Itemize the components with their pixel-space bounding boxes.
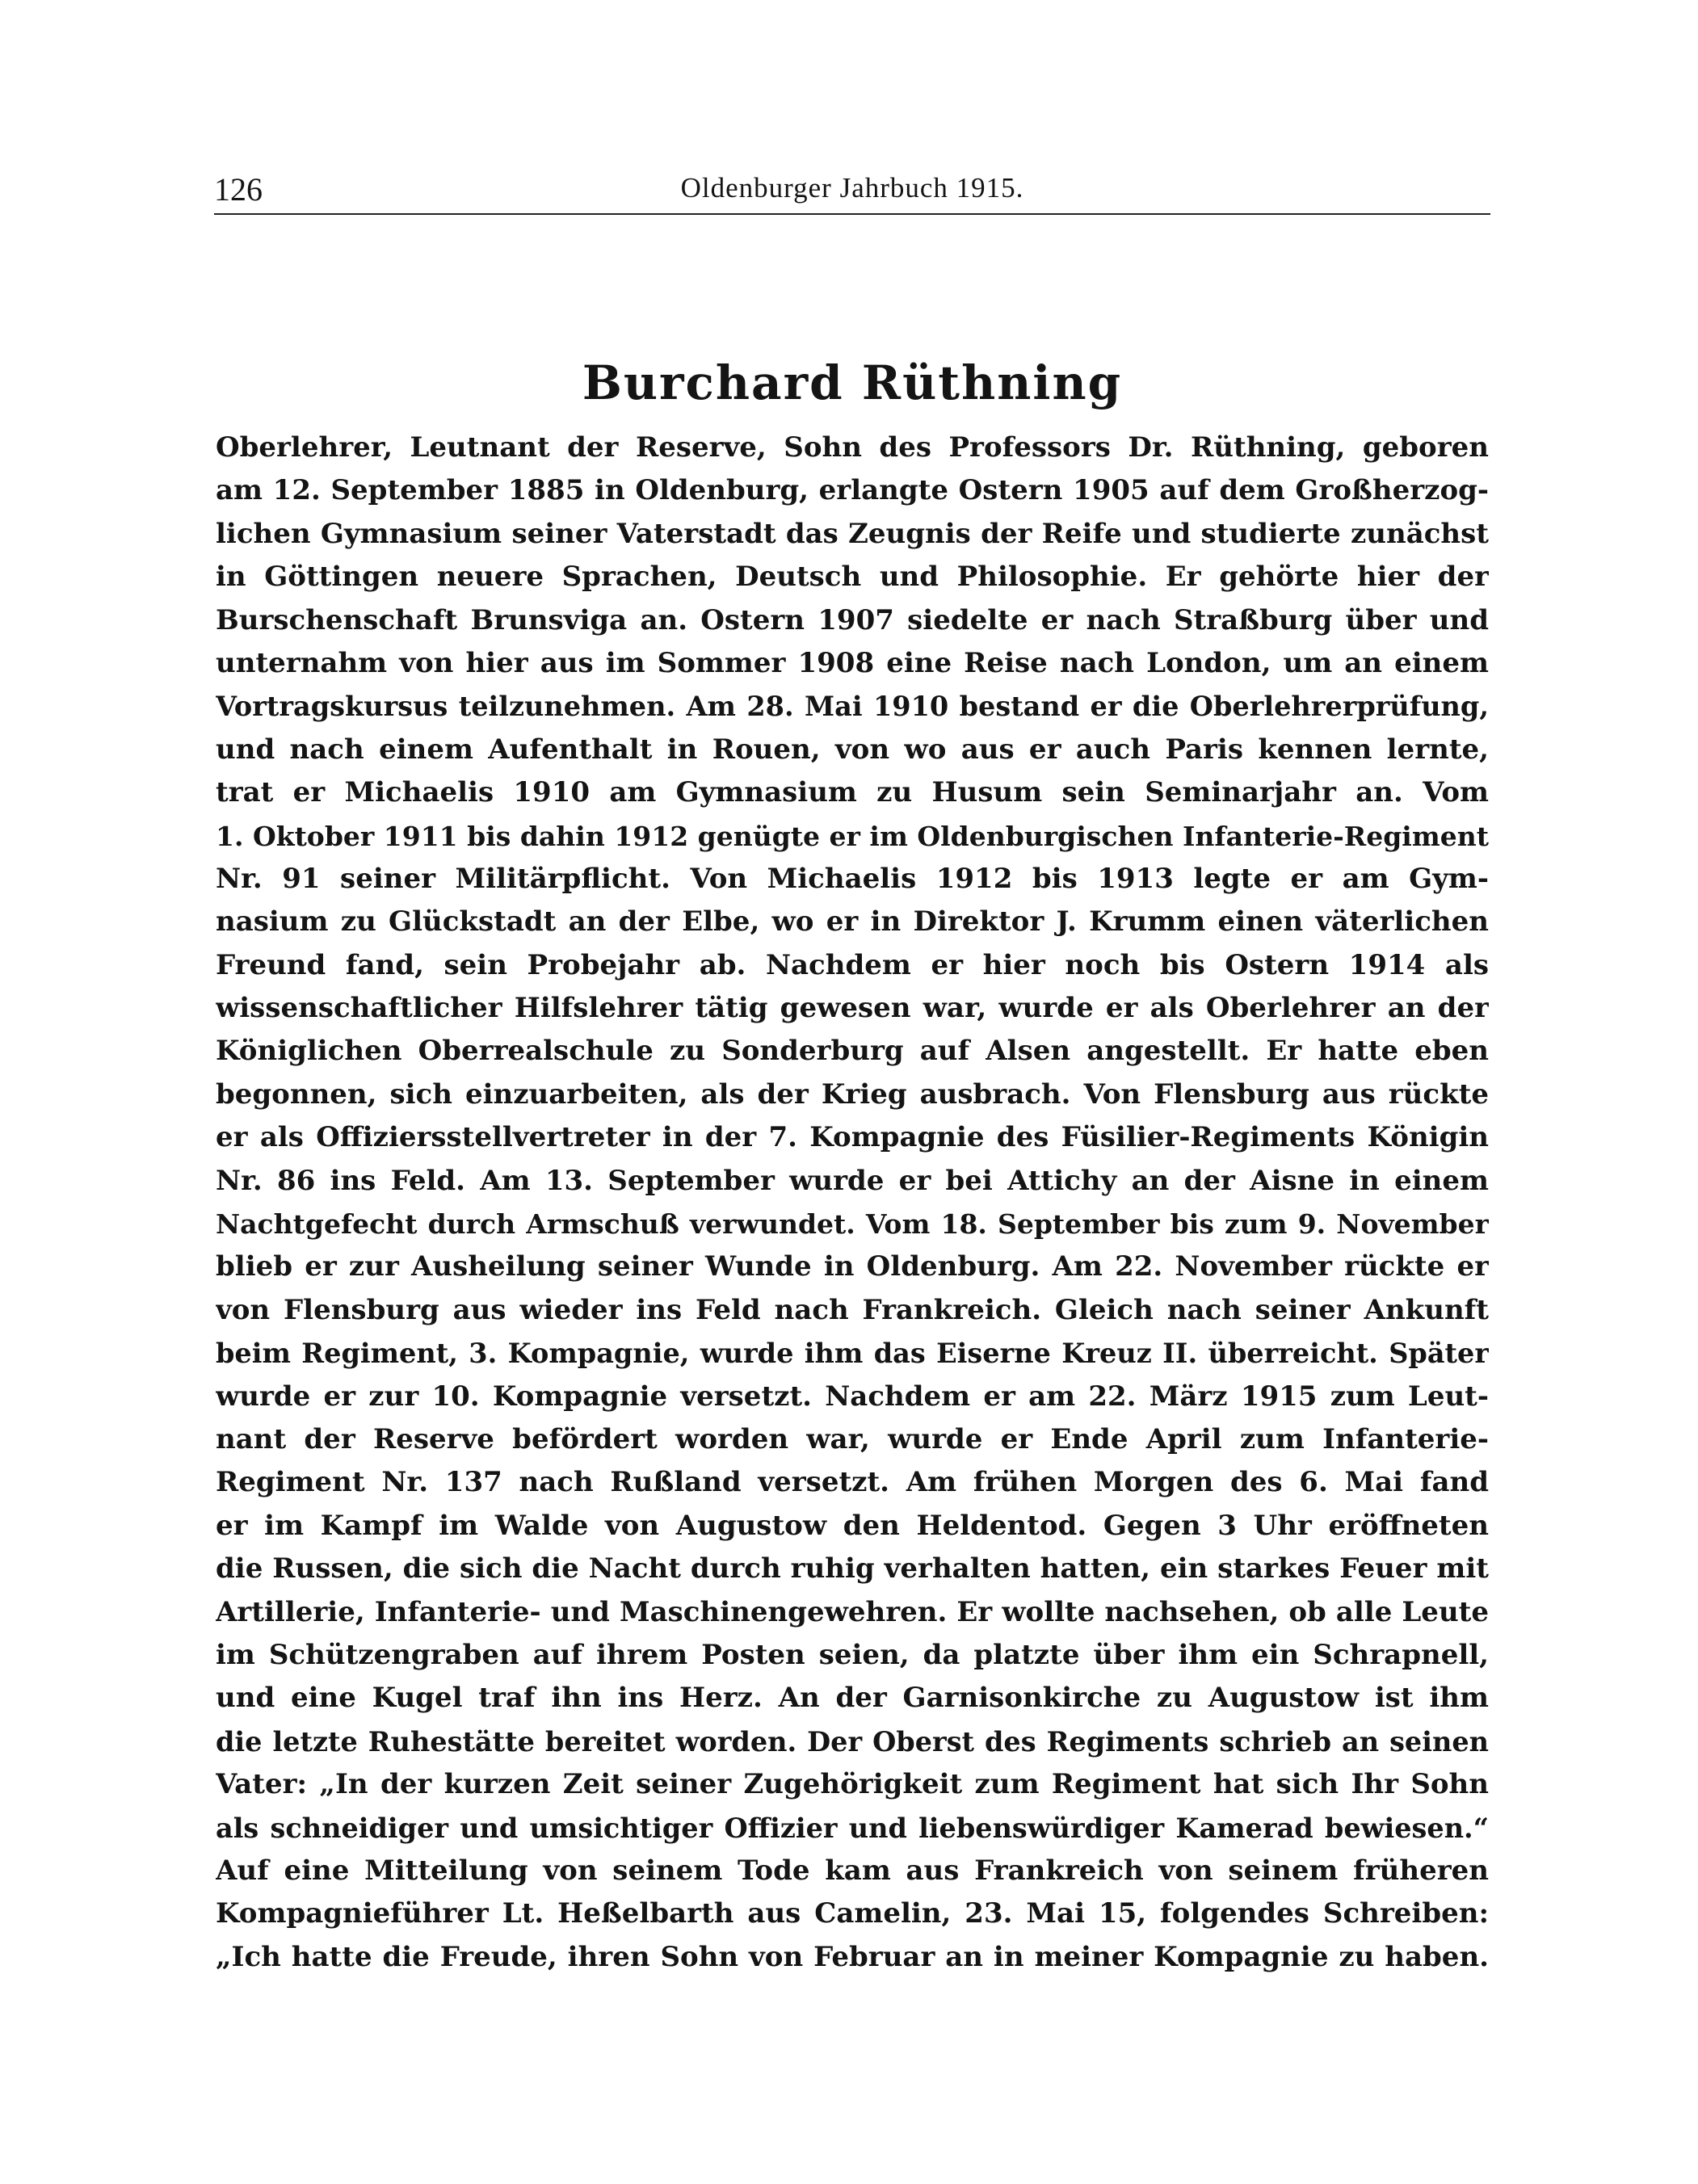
- body-line: im Schützengraben auf ihrem Posten seien, da platzte über ihm ein Schrapnell,: [216, 1638, 1489, 1671]
- body-line: und nach einem Aufenthalt in Rouen, von wo aus er auch Paris kennen lernte,: [216, 733, 1489, 766]
- body-line: Kompagnieführer Lt. Heßelbarth aus Camelin, 23. Mai 15, folgendes Schreiben:: [216, 1897, 1489, 1930]
- body-line: Nachtgefecht durch Armschuß verwundet. Vom 18. September bis zum 9. November: [216, 1208, 1489, 1241]
- body-line: Auf eine Mitteilung von seinem Tode kam aus Frankreich von seinem früheren: [216, 1854, 1489, 1887]
- article-title: Burchard Rüthning: [582, 355, 1123, 410]
- body-line: begonnen, sich einzuarbeiten, als der Krieg ausbrach. Von Flensburg aus rückte: [216, 1077, 1489, 1111]
- body-line: nant der Reserve befördert worden war, wurde er Ende April zum Infanterie-: [216, 1422, 1489, 1455]
- body-line: als schneidiger und umsichtiger Offizier und liebenswürdiger Kamerad bewiesen.“: [216, 1812, 1489, 1844]
- article-body: [216, 426, 1489, 1979]
- body-line: 1. Oktober 1911 bis dahin 1912 genügte er im Oldenburgischen Infanterie-Regiment: [216, 820, 1489, 852]
- body-line: von Flensburg aus wieder ins Feld nach Frankreich. Gleich nach seiner Ankunft: [216, 1293, 1489, 1326]
- body-line: Burschenschaft Brunsviga an. Ostern 1907 siedelte er nach Straßburg über und: [216, 603, 1489, 636]
- body-line: und eine Kugel traf ihn ins Herz. An der Garnisonkirche zu Augustow ist ihm: [216, 1682, 1489, 1715]
- body-line: die letzte Ruhestätte bereitet worden. Der Oberst des Regiments schrieb an seinen: [216, 1725, 1489, 1758]
- body-line: Artillerie, Infanterie- und Maschinengewehren. Er wollte nachsehen, ob alle Leute: [216, 1595, 1489, 1628]
- body-line: Königlichen Oberrealschule zu Sonderburg auf Alsen angestellt. Er hatte eben: [216, 1035, 1489, 1068]
- body-line: Nr. 86 ins Feld. Am 13. September wurde er bei Attichy an der Aisne in einem: [216, 1164, 1489, 1197]
- header-rule: [214, 213, 1490, 215]
- body-line: die Russen, die sich die Nacht durch ruhig verhalten hatten, ein starkes Feuer mit: [216, 1552, 1489, 1586]
- body-line: Nr. 91 seiner Militärpflicht. Von Michaelis 1912 bis 1913 legte er am Gym-: [216, 862, 1489, 895]
- body-line: trat er Michaelis 1910 am Gymnasium zu Husum sein Seminarjahr an. Vom: [216, 776, 1489, 809]
- body-line: blieb er zur Ausheilung seiner Wunde in Oldenburg. Am 22. November rückte er: [216, 1250, 1489, 1283]
- body-line: Oberlehrer, Leutnant der Reserve, Sohn des Professors Dr. Rüthning, geboren: [216, 431, 1489, 464]
- body-line: beim Regiment, 3. Kompagnie, wurde ihm das Eiserne Kreuz II. überreicht. Später: [216, 1338, 1489, 1370]
- running-head: [214, 166, 1490, 214]
- body-line: Vortragskursus teilzunehmen. Am 28. Mai 1910 bestand er die Oberlehrerprüfung,: [216, 691, 1489, 723]
- body-line: in Göttingen neuere Sprachen, Deutsch und Philosophie. Er gehörte hier der: [216, 561, 1489, 594]
- body-line: „Ich hatte die Freude, ihren Sohn von Februar an in meiner Kompagnie zu haben.: [216, 1940, 1489, 1973]
- body-line: er als Offiziersstellvertreter in der 7. Kompagnie des Füsilier-Regiments Königin: [216, 1121, 1489, 1154]
- body-line: Vater: „In der kurzen Zeit seiner Zugehörigkeit zum Regiment hat sich Ihr Sohn: [216, 1768, 1489, 1801]
- body-line: er im Kampf im Walde von Augustow den Heldentod. Gegen 3 Uhr eröffneten: [216, 1509, 1489, 1542]
- body-line: am 12. September 1885 in Oldenburg, erlangte Ostern 1905 auf dem Großherzog-: [216, 474, 1489, 507]
- body-line: wurde er zur 10. Kompagnie versetzt. Nachdem er am 22. März 1915 zum Leut-: [216, 1380, 1489, 1413]
- body-line: wissenschaftlicher Hilfslehrer tätig gewesen war, wurde er als Oberlehrer an der: [216, 992, 1489, 1025]
- journal-title: Oldenburger Jahrbuch 1915.: [680, 172, 1024, 204]
- body-line: lichen Gymnasium seiner Vaterstadt das Zeugnis der Reife und studierte zunächst: [216, 517, 1489, 550]
- body-line: Regiment Nr. 137 nach Rußland versetzt. Am frühen Morgen des 6. Mai fand: [216, 1466, 1489, 1499]
- page-number: 126: [214, 171, 263, 208]
- body-line: nasium zu Glückstadt an der Elbe, wo er in Direktor J. Krumm einen väterlichen: [216, 905, 1489, 939]
- body-line: unternahm von hier aus im Sommer 1908 eine Reise nach London, um an einem: [216, 646, 1489, 679]
- body-line: Freund fand, sein Probejahr ab. Nachdem er hier noch bis Ostern 1914 als: [216, 948, 1489, 981]
